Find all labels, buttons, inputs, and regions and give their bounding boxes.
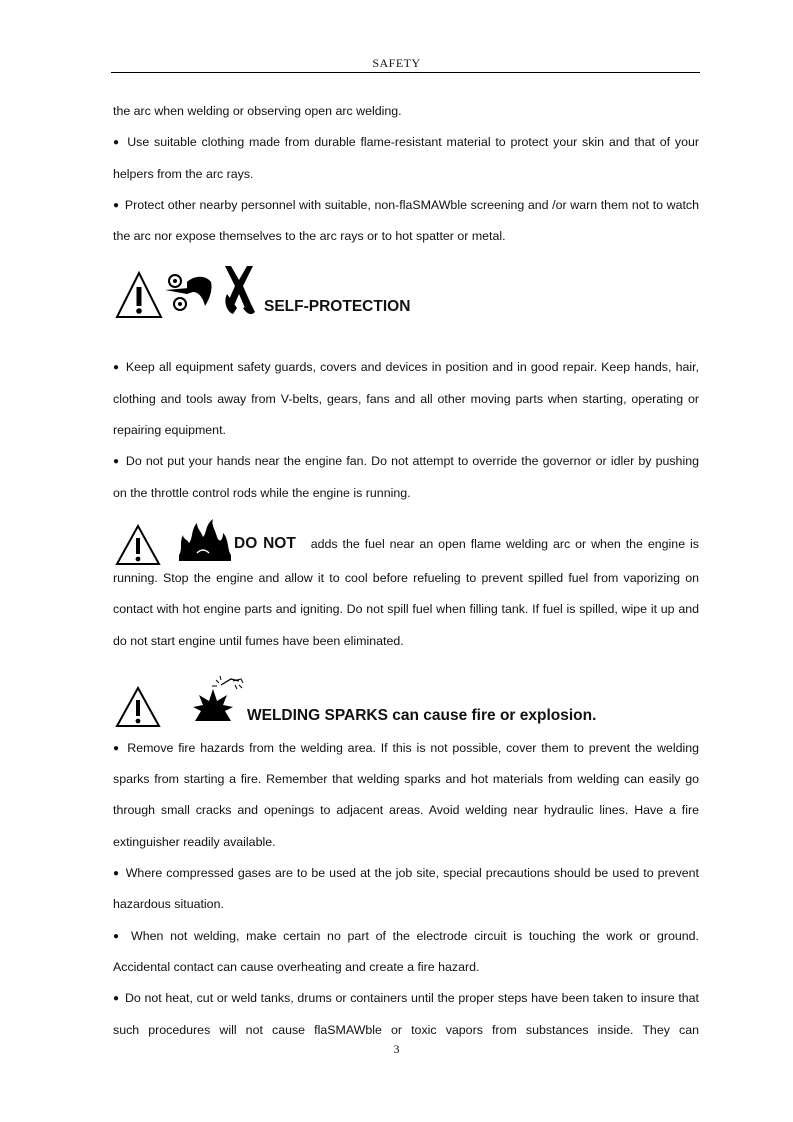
self-protection-bullet-guards xyxy=(113,352,699,446)
bullet-icon: ● xyxy=(113,993,120,1005)
warning-triangle-icon xyxy=(115,685,161,729)
bullet-text: Keep all equipment safety guards, covers and devices in position and in good repair. Keep hands, hair, clothing and tools away from V-belts, gears, fans and all other moving parts when starting, operating or repairing equipment. xyxy=(113,360,699,438)
bullet-text: Use suitable clothing made from durable flame-resistant material to protect your skin and that of your helpers from the arc rays. xyxy=(113,135,699,181)
self-protection-bullet-fan xyxy=(113,446,699,509)
fuel-warning-heading xyxy=(113,509,699,569)
fuel-warning-lead-line xyxy=(234,535,699,553)
warning-triangle-icon xyxy=(115,270,163,320)
bullet-text: Do not put your hands near the engine fan. Do not attempt to override the governor or idler by pushing on the throttle control rods while the engine is running. xyxy=(113,454,699,500)
bullet-text: When not welding, make certain no part of the electrode circuit is touching the work or ground. Accidental contact can cause overheating and create a fire hazard. xyxy=(113,928,699,974)
no-hands-icon xyxy=(221,264,257,318)
welding-sparks-icon xyxy=(191,675,247,725)
bullet-text: Where compressed gases are to be used at the job site, special precautions should be used to prevent hazardous situation. xyxy=(113,866,699,912)
do-not-label: DO NOT xyxy=(234,534,296,552)
moving-parts-icon xyxy=(163,268,215,318)
intro-bullet-clothing xyxy=(113,127,699,190)
intro-bullet-personnel xyxy=(113,190,699,253)
page-header: SAFETY xyxy=(372,56,421,70)
self-protection-heading xyxy=(113,252,699,352)
welding-sparks-heading xyxy=(113,657,699,735)
bullet-icon: ● xyxy=(113,199,120,211)
bullet-icon: ● xyxy=(113,742,121,754)
intro-line: the arc when welding or observing open arc welding. xyxy=(113,104,402,118)
fuel-warning-body: running. Stop the engine and allow it to cool before refueling to prevent spilled fuel from vaporizing on contact with hot engine parts and igniting. Do not spill fuel when filling tank. If fuel is spilled, wipe it up and do not start engine until fumes have been eliminated. xyxy=(113,570,699,648)
bullet-icon: ● xyxy=(113,137,121,149)
page-content xyxy=(113,96,699,1046)
bullet-icon: ● xyxy=(113,868,120,880)
fire-icon xyxy=(177,519,233,563)
bullet-icon: ● xyxy=(113,930,123,942)
sparks-bullet-containers xyxy=(113,983,699,1046)
bullet-icon: ● xyxy=(113,362,120,374)
bullet-text: Protect other nearby personnel with suitable, non-flaSMAWble screening and /or warn them not to watch the arc nor expose themselves to the arc rays or to hot spatter or metal. xyxy=(113,197,699,244)
bullet-text: Do not heat, cut or weld tanks, drums or containers until the proper steps have been taken to insure that such procedures will not cause flaSMAWble or toxic vapors from substances inside. They can xyxy=(113,991,699,1037)
sparks-bullet-electrode xyxy=(113,921,699,984)
header-rule xyxy=(111,72,700,73)
page-number: 3 xyxy=(393,1042,400,1056)
section-title: WELDING SPARKS can cause fire or explosion. xyxy=(247,706,597,724)
sparks-bullet-gases xyxy=(113,858,699,921)
section-title: SELF-PROTECTION xyxy=(264,298,411,316)
sparks-bullet-hazards xyxy=(113,733,699,858)
bullet-text: Remove fire hazards from the welding area. If this is not possible, cover them to prevent the welding sparks from starting a fire. Remember that welding sparks and hot materials from welding can easily go through small cracks and openings to adjacent areas. Avoid welding near hydraulic lines. Have a fire extinguisher readily available. xyxy=(113,740,699,849)
warning-triangle-icon xyxy=(115,523,161,567)
fuel-warning-text: adds the fuel near an open flame welding arc or when the engine is xyxy=(310,536,699,551)
bullet-icon: ● xyxy=(113,456,120,468)
